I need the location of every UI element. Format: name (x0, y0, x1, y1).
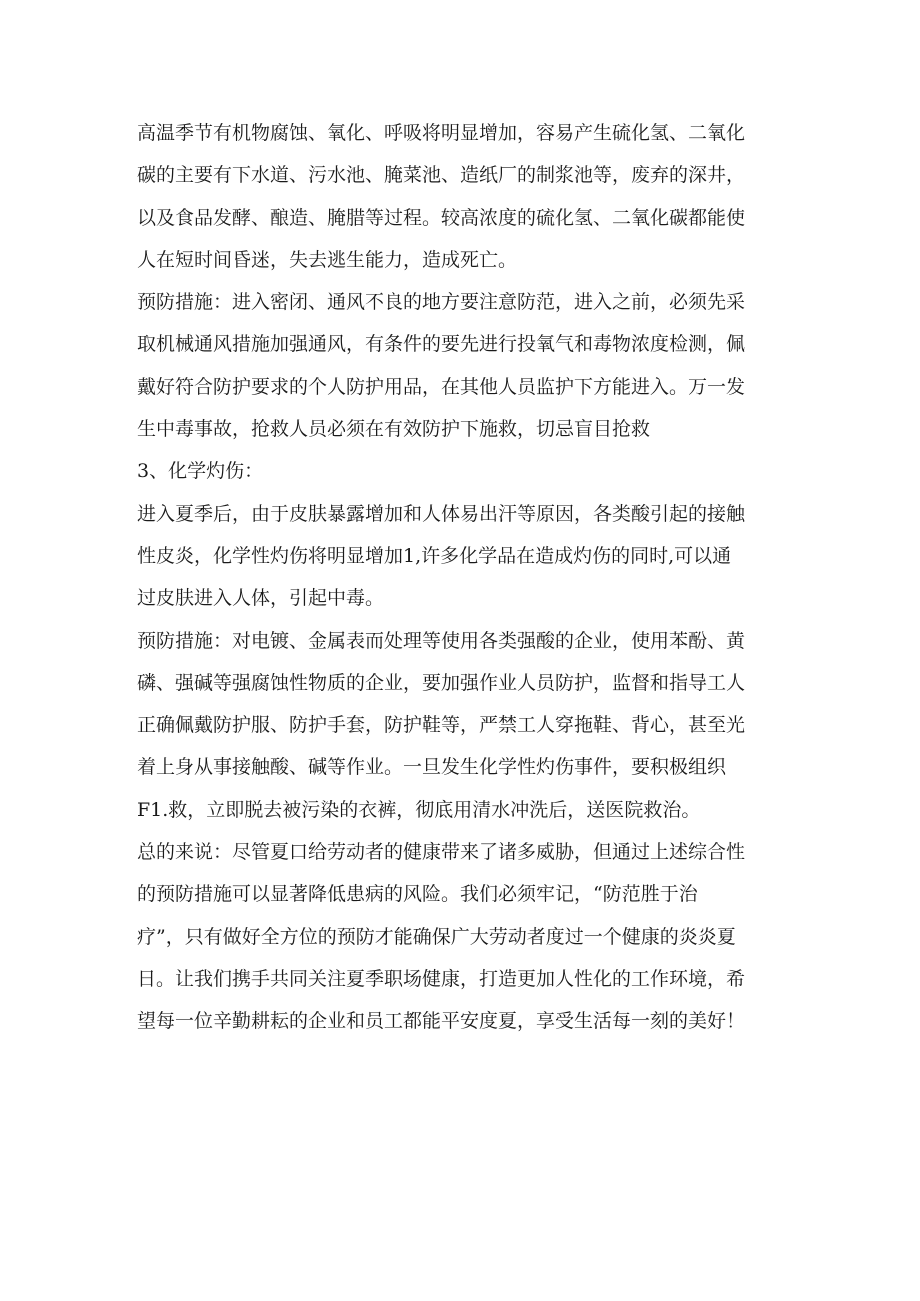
text-line: 疗”，只有做好全方位的预防才能确保广大劳动者度过一个健康的炎炎夏 (137, 925, 736, 948)
text-line: 正确佩戴防护服、防护手套，防护鞋等，严禁工人穿拖鞋、背心，甚至光 (137, 714, 746, 737)
text-line: 总的来说：尽管夏口给劳动者的健康带来了诸多威胁，但通过上述综合性 (137, 841, 746, 864)
section-heading: 3、化学灼伤： (137, 460, 264, 483)
body-text (137, 112, 787, 1043)
text-line: 人在短时间昏迷，失去逃生能力，造成死亡。 (137, 248, 518, 271)
text-line: 取机械通风措施加强通风，有条件的要先进行投氧气和毒物浓度检测，佩 (137, 333, 746, 356)
text-line: 碳的主要有下水道、污水池、腌菜池、造纸厂的制浆池等，废弃的深井， (137, 164, 746, 187)
text-line: 高温季节有机物腐蚀、氧化、呼吸将明显增加，容易产生硫化氢、二氧化 (137, 122, 746, 144)
text-line: 过皮肤进入人体，引起中毒。 (137, 587, 385, 610)
text-line: 着上身从事接触酸、碱等作业。一旦发生化学性灼伤事件，要积极组织 (137, 756, 727, 779)
text-line: 日。让我们携手共同关注夏季职场健康，打造更加人性化的工作环境，希 (137, 967, 746, 990)
text-line: 生中毒事故，抢救人员必须在有效防护下施救，切忌盲目抢救 (137, 418, 651, 441)
text-line: F1.救，立即脱去被污染的衣裤，彻底用清水冲洗后，送医院救治。 (137, 798, 701, 821)
text-line: 望每一位辛勤耕耘的企业和员工都能平安度夏，享受生活每一刻的美好！ (137, 1010, 746, 1033)
text-line: 以及食品发酵、酿造、腌腊等过程。较高浓度的硫化氢、二氧化碳都能使 (137, 206, 746, 229)
text-line: 磷、强碱等强腐蚀性物质的企业，要加强作业人员防护，监督和指导工人 (137, 671, 746, 694)
text-line: 进入夏季后，由于皮肤暴露增加和人体易出汗等原因，各类酸引起的接触 (137, 502, 746, 525)
text-line: 预防措施：对电镀、金属表而处理等使用各类强酸的企业，使用苯酚、黄 (137, 629, 746, 652)
text-line: 预防措施：进入密闭、通风不良的地方要注意防范，进入之前，必须先采 (137, 291, 746, 314)
text-line: 戴好符合防护要求的个人防护用品，在其他人员监护下方能进入。万一发 (137, 375, 746, 398)
text-line: 的预防措施可以显著降低患病的风险。我们必须牢记，“防范胜于治 (137, 883, 698, 906)
text-line: 性皮炎，化学性灼伤将明显增加1,许多化学品在造成灼伤的同时,可以通 (137, 544, 732, 567)
